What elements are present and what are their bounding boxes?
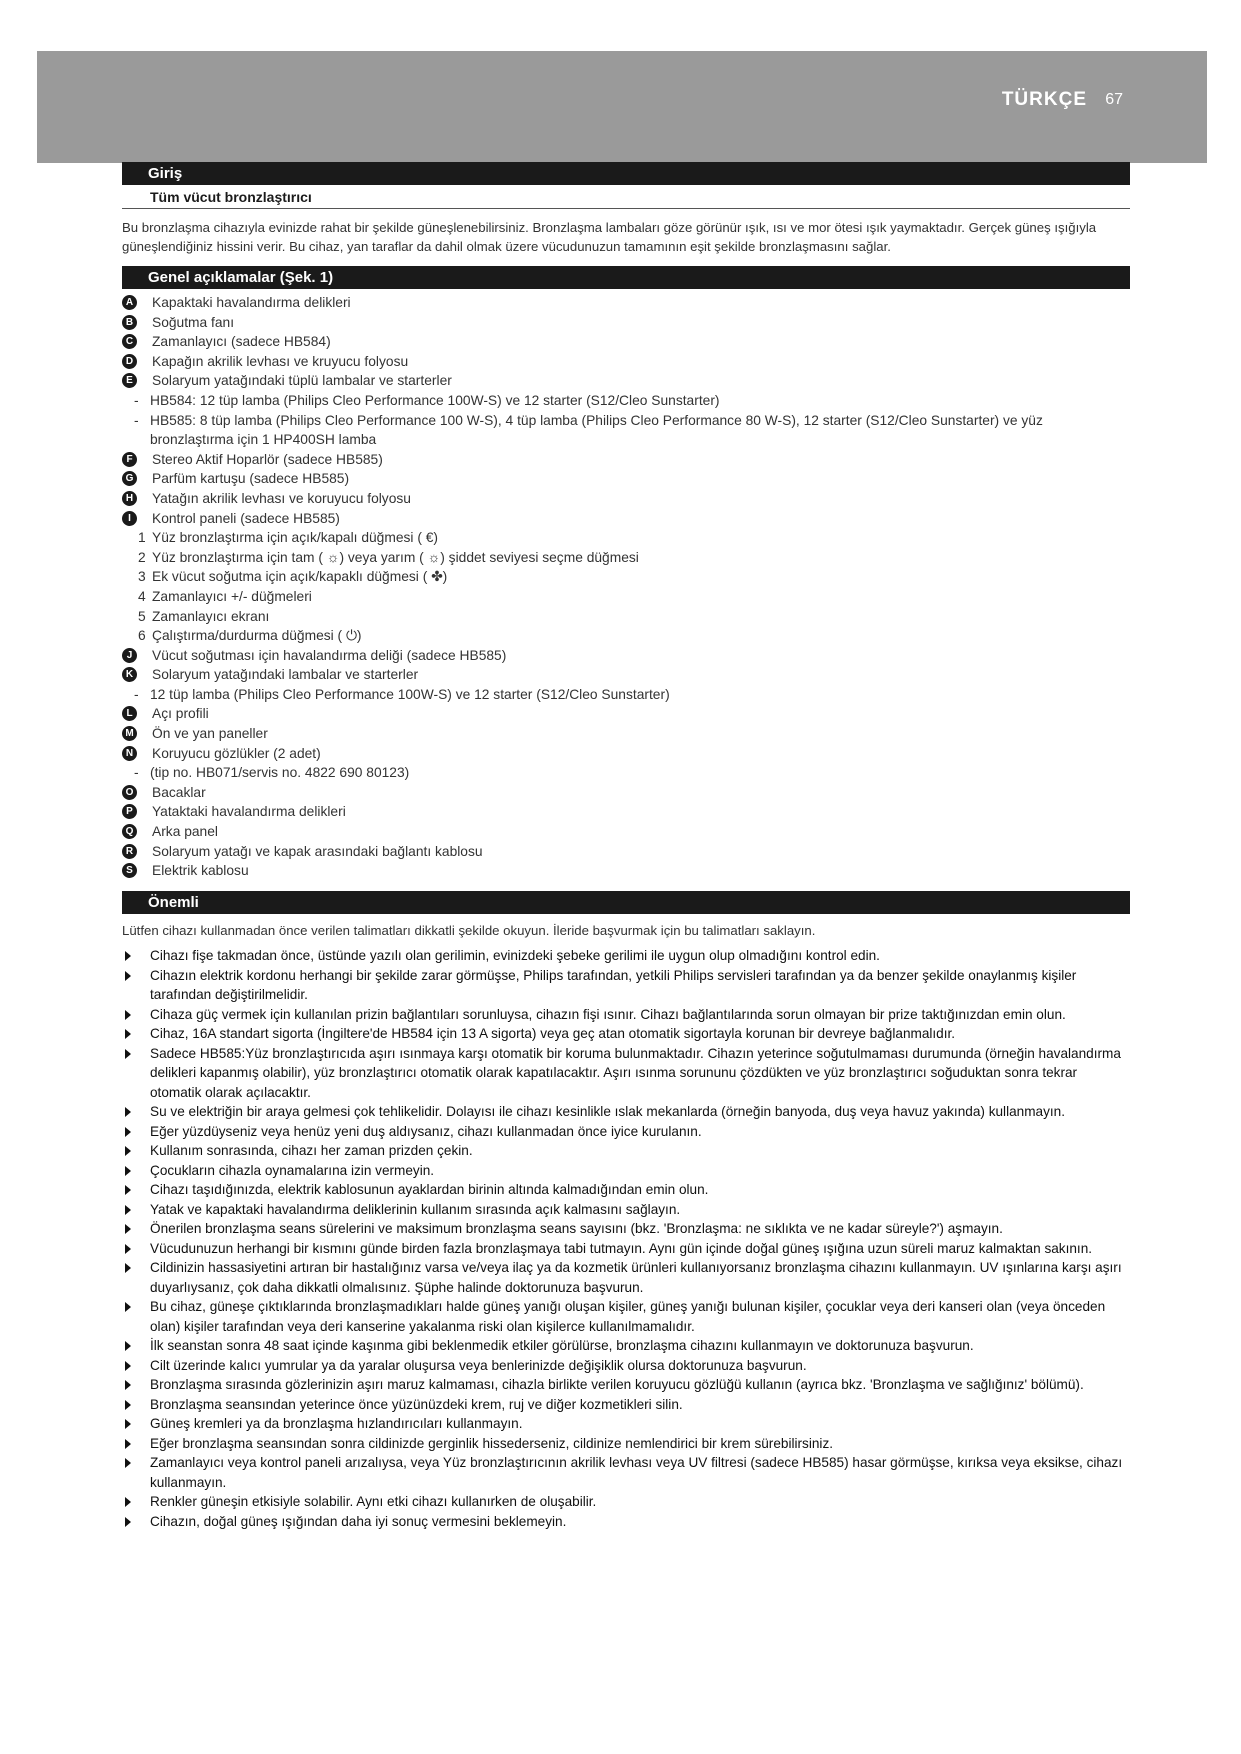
feature-item <box>122 665 1130 685</box>
feature-text: Arka panel <box>152 824 218 840</box>
letter-badge: P <box>122 804 137 819</box>
control-item <box>122 528 1130 548</box>
letter-badge: M <box>122 726 137 741</box>
warning-item: Cilt üzerinde kalıcı yumrular ya da yaralar oluşursa veya benlerinizde değişiklik olursa doktorunuza başvurun. <box>122 1356 1130 1376</box>
letter-badge: F <box>122 452 137 467</box>
warning-item: Cihaza güç vermek için kullanılan prizin bağlantıları sorunluysa, cihazın fişi ısınır. Cihazı bağlantılarında sorun olmayan bir prize taktığınızdan emin olun. <box>122 1005 1130 1025</box>
feature-item <box>122 509 1130 529</box>
warning-item: Cihazın elektrik kordonu herhangi bir şekilde zarar görmüşse, Philips tarafından, yetkili Philips servisleri tarafından ya da benzer şekilde onaylanmış kişiler tarafından değiştirilmelidir. <box>122 966 1130 1005</box>
control-item <box>122 567 1130 587</box>
warning-list <box>122 946 1130 1531</box>
feature-subitem: - HB585: 8 tüp lamba (Philips Cleo Performance 100 W-S), 4 tüp lamba (Philips Cleo Performance 80 W-S), 12 starter (S12/Cleo Sunstarter) ve yüz bronzlaştırma için 1 HP400SH lamba <box>122 411 1130 450</box>
control-item <box>122 626 1130 646</box>
letter-badge: R <box>122 844 137 859</box>
warning-item: Bu cihaz, güneşe çıktıklarında bronzlaşmadıkları halde güneş yanığı oluşan kişiler, güneş yanığı bulunan kişiler, çocuklar veya deri kanseri olan (veya önceden olan) kişiler tarafından veya deri kanserine yakalanma riski olan kişilerce kullanılmamalıdır. <box>122 1297 1130 1336</box>
feature-item <box>122 371 1130 391</box>
language-label: TÜRKÇE <box>1001 89 1087 110</box>
control-number: 2 <box>138 549 146 565</box>
control-number: 3 <box>138 569 146 585</box>
letter-badge: I <box>122 511 137 526</box>
feature-sublist <box>122 763 1130 783</box>
letter-badge: J <box>122 648 137 663</box>
feature-item <box>122 332 1130 352</box>
feature-text: Solaryum yatağındaki tüplü lambalar ve starterler <box>152 373 452 389</box>
feature-subitem: - (tip no. HB071/servis no. 4822 690 80123) <box>122 763 1130 783</box>
warning-item: Çocukların cihazla oynamalarına izin vermeyin. <box>122 1161 1130 1181</box>
feature-text: Kontrol paneli (sadece HB585) <box>152 510 340 526</box>
feature-text: Vücut soğutması için havalandırma deliği (sadece HB585) <box>152 647 507 663</box>
feature-item <box>122 744 1130 764</box>
section-heading-intro: Giriş <box>122 162 1130 185</box>
feature-item <box>122 293 1130 313</box>
warning-item: Cihazı fişe takmadan önce, üstünde yazılı olan gerilimin, evinizdeki şebeke gerilimi ile uygun olup olmadığını kontrol edin. <box>122 946 1130 966</box>
control-number: 1 <box>138 530 146 546</box>
warning-item: Su ve elektriğin bir araya gelmesi çok tehlikelidir. Dolayısı ile cihazı kesinlikle ıslak mekanlarda (örneğin banyoda, duş veya havuz yakında) kullanmayın. <box>122 1102 1130 1122</box>
letter-badge: H <box>122 491 137 506</box>
feature-text: Yataktaki havalandırma delikleri <box>152 804 346 820</box>
letter-badge: O <box>122 785 137 800</box>
control-text: Yüz bronzlaştırma için tam ( ☼) veya yarım ( ☼) şiddet seviyesi seçme düğmesi <box>152 549 639 565</box>
control-item <box>122 607 1130 627</box>
subheading: Tüm vücut bronzlaştırıcı <box>122 189 1130 209</box>
feature-text: Bacaklar <box>152 784 206 800</box>
warning-item: Kullanım sonrasında, cihazı her zaman prizden çekin. <box>122 1141 1130 1161</box>
control-text: Zamanlayıcı +/- düğmeleri <box>152 588 312 604</box>
feature-item <box>122 646 1130 666</box>
feature-text: Açı profili <box>152 706 209 722</box>
section-heading-important: Önemli <box>122 891 1130 914</box>
feature-text: Stereo Aktif Hoparlör (sadece HB585) <box>152 451 383 467</box>
feature-item <box>122 489 1130 509</box>
warning-item: Yatak ve kapaktaki havalandırma deliklerinin kullanım sırasında açık kalmasını sağlayın. <box>122 1200 1130 1220</box>
feature-text: Kapaktaki havalandırma delikleri <box>152 295 351 310</box>
letter-badge: L <box>122 706 137 721</box>
feature-list <box>122 293 1130 881</box>
document-body <box>122 162 1130 1531</box>
control-text: Yüz bronzlaştırma için açık/kapalı düğmesi ( €) <box>152 530 439 546</box>
warning-item: Zamanlayıcı veya kontrol paneli arızalıysa, veya Yüz bronzlaştırıcının akrilik levhası veya UV filtresi (sadece HB585) hasar görmüşse, kırıksa veya eksikse, cihazı kullanmayın. <box>122 1453 1130 1492</box>
page-number: 67 <box>1105 91 1123 108</box>
warning-item: İlk seanstan sonra 48 saat içinde kaşınma gibi beklenmedik etkiler görülürse, bronzlaşma cihazını kullanmayın ve doktorunuza başvurun. <box>122 1336 1130 1356</box>
letter-badge: A <box>122 295 137 310</box>
feature-item <box>122 861 1130 881</box>
letter-badge: G <box>122 471 137 486</box>
feature-item <box>122 704 1130 724</box>
feature-text: Kapağın akrilik levhası ve kruyucu folyosu <box>152 353 409 369</box>
warning-item: Bronzlaşma sırasında gözlerinizin aşırı maruz kalmaması, cihazla birlikte verilen koruyucu gözlüğü kullanın (ayrıca bkz. 'Bronzlaşma ve sağlığınız' bölümü). <box>122 1375 1130 1395</box>
feature-text: Elektrik kablosu <box>152 863 249 879</box>
feature-item <box>122 842 1130 862</box>
feature-text: Parfüm kartuşu (sadece HB585) <box>152 471 350 487</box>
warning-item: Güneş kremleri ya da bronzlaşma hızlandırıcıları kullanmayın. <box>122 1414 1130 1434</box>
feature-subitem: - 12 tüp lamba (Philips Cleo Performance 100W-S) ve 12 starter (S12/Cleo Sunstarter) <box>122 685 1130 705</box>
control-text: Çalıştırma/durdurma düğmesi ( ⏻) <box>152 628 362 644</box>
feature-text: Zamanlayıcı (sadece HB584) <box>152 334 331 350</box>
letter-badge: B <box>122 315 137 330</box>
warning-item: Cildinizin hassasiyetini artıran bir hastalığınız varsa ve/veya ilaç ya da kozmetik ürünleri kullanıyorsanız bronzlaşma cihazını kullanmayın. UV ışınlarına karşı aşırı duyarlıysanız, çok daha dikkatli olmalısınız. Şüphe halinde doktorunuza başvurun. <box>122 1258 1130 1297</box>
feature-text: Solaryum yatağı ve kapak arasındaki bağlantı kablosu <box>152 843 483 859</box>
warning-item: Sadece HB585:Yüz bronzlaştırıcıda aşırı ısınmaya karşı otomatik bir koruma bulunmaktadır. Cihazın yeterince soğutulmaması durumunda (örneğin havalandırma delikleri kapanmış olabilir), yüz bronzlaştırıcı otomatik olarak kapatılacaktır. Aşırı ısınma sorununu çözdükten ve yüz bronzlaştırıcı soğuduktan sonra tekrar otomatik olarak açılacaktır. <box>122 1044 1130 1103</box>
feature-subitem: - HB584: 12 tüp lamba (Philips Cleo Performance 100W-S) ve 12 starter (S12/Cleo Sunstarter) <box>122 391 1130 411</box>
control-item <box>122 548 1130 568</box>
feature-item <box>122 352 1130 372</box>
warning-item: Önerilen bronzlaşma seans sürelerini ve maksimum bronzlaşma seans sayısını (bkz. 'Bronzlaşma: ne sıklıkta ve ne kadar süreyle?') aşmayın. <box>122 1219 1130 1239</box>
warning-item: Cihazı taşıdığınızda, elektrik kablosunun ayaklardan birinin altında kalmadığından emin olun. <box>122 1180 1130 1200</box>
important-intro: Lütfen cihazı kullanmadan önce verilen talimatları dikkatli şekilde okuyun. İleride başvurmak için bu talimatları saklayın. <box>122 922 816 938</box>
control-item <box>122 587 1130 607</box>
feature-sublist <box>122 391 1130 450</box>
feature-text: Ön ve yan paneller <box>152 726 268 742</box>
letter-badge: D <box>122 354 137 369</box>
feature-text: Solaryum yatağındaki lambalar ve starterler <box>152 667 419 683</box>
letter-badge: K <box>122 667 137 682</box>
intro-paragraph: Bu bronzlaşma cihazıyla evinizde rahat bir şekilde güneşlenebilirsiniz. Bronzlaşma lambaları göze görünür ışık, ısı ve mor ötesi ışık yaymaktadır. Gerçek güneş ışığıyla güneşlendiğiniz hissini verir. Bu cihaz, yan taraflar da dahil olmak üzere vücudunuzun tamamının eşit şekilde bronzlaşmasını sağlar. <box>122 220 1097 254</box>
control-text: Ek vücut soğutma için açık/kapaklı düğmesi ( ✤) <box>152 569 448 585</box>
letter-badge: C <box>122 334 137 349</box>
control-text: Zamanlayıcı ekranı <box>152 608 270 624</box>
feature-sublist <box>122 685 1130 705</box>
warning-item: Vücudunuzun herhangi bir kısmını günde birden fazla bronzlaşmaya tabi tutmayın. Aynı gün içinde doğal güneş ışığına uzun süreli maruz kalmaktan sakının. <box>122 1239 1130 1259</box>
warning-item: Eğer bronzlaşma seansından sonra cildinizde gerginlik hissederseniz, cildinize nemlendirici bir krem sürebilirsiniz. <box>122 1434 1130 1454</box>
letter-badge: N <box>122 746 137 761</box>
control-number: 4 <box>138 588 146 604</box>
feature-item <box>122 822 1130 842</box>
page-header-bar <box>37 51 1207 163</box>
control-number: 6 <box>138 628 146 644</box>
feature-item <box>122 313 1130 333</box>
feature-item <box>122 450 1130 470</box>
feature-text: Soğutma fanı <box>152 314 235 330</box>
warning-item: Bronzlaşma seansından yeterince önce yüzünüzdeki krem, ruj ve diğer kozmetikleri silin. <box>122 1395 1130 1415</box>
feature-item <box>122 469 1130 489</box>
warning-item: Cihaz, 16A standart sigorta (İngiltere'de HB584 için 13 A sigorta) veya geç atan otomatik sigortayla korunan bir devreye bağlanmalıdır. <box>122 1024 1130 1044</box>
warning-item: Eğer yüzdüyseniz veya henüz yeni duş aldıysanız, cihazı kullanmadan önce iyice kurulanın. <box>122 1122 1130 1142</box>
feature-item <box>122 802 1130 822</box>
feature-item <box>122 783 1130 803</box>
section-heading-general: Genel açıklamalar (Şek. 1) <box>122 266 1130 289</box>
warning-item: Renkler güneşin etkisiyle solabilir. Aynı etki cihazı kullanırken de oluşabilir. <box>122 1492 1130 1512</box>
control-number: 5 <box>138 608 146 624</box>
feature-text: Koruyucu gözlükler (2 adet) <box>152 745 321 761</box>
feature-item <box>122 724 1130 744</box>
warning-item: Cihazın, doğal güneş ışığından daha iyi sonuç vermesini beklemeyin. <box>122 1512 1130 1532</box>
letter-badge: Q <box>122 824 137 839</box>
letter-badge: S <box>122 863 137 878</box>
feature-sublist <box>122 528 1130 646</box>
letter-badge: E <box>122 373 137 388</box>
feature-text: Yatağın akrilik levhası ve koruyucu folyosu <box>152 490 411 506</box>
